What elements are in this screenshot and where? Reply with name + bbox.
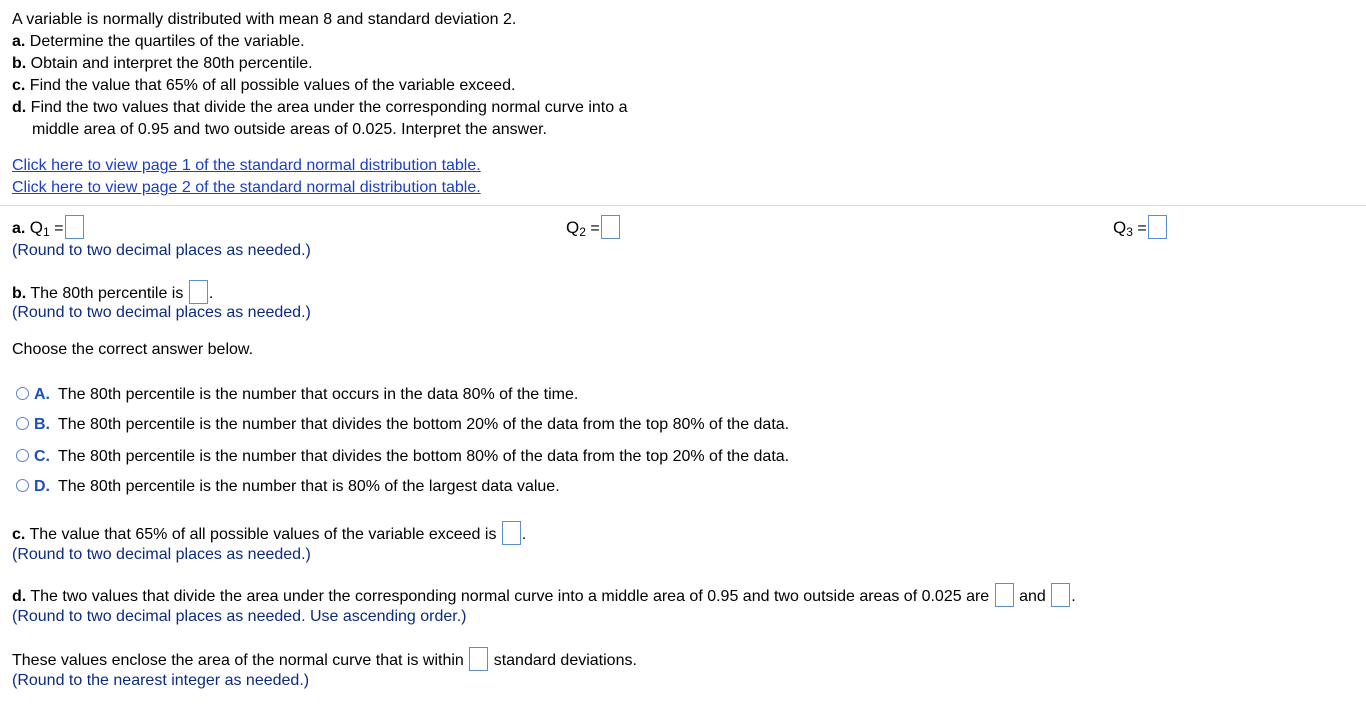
question-line-intro: A variable is normally distributed with mean 8 and standard deviation 2.	[12, 11, 517, 28]
table-links	[12, 155, 481, 199]
part-c-note: (Round to two decimal places as needed.)	[12, 546, 311, 563]
part-a-q1: a. $Q_1$ =	[12, 215, 85, 239]
part-a-note: (Round to two decimal places as needed.)	[12, 242, 311, 259]
lower-value-input[interactable]	[995, 583, 1014, 607]
table-page2-link[interactable]: Click here to view page 2 of the standard normal distribution table.	[12, 179, 481, 196]
table-page1-link[interactable]: Click here to view page 1 of the standard normal distribution table.	[12, 157, 481, 174]
part-d-enclose: These values enclose the area of the normal curve that is within standard deviations.	[12, 647, 637, 671]
part-c-question: c. The value that 65% of all possible values of the variable exceed is .	[12, 521, 526, 545]
q3-input[interactable]	[1148, 215, 1167, 239]
q2-label: $Q_2$	[566, 218, 586, 239]
question-line-c: c. Find the value that 65% of all possible values of the variable exceed.	[12, 77, 516, 94]
q1-input[interactable]	[65, 215, 84, 239]
percentile-80-input[interactable]	[189, 280, 208, 304]
part-b-question: b. The 80th percentile is .	[12, 280, 213, 304]
part-d-question: d. The two values that divide the area under the corresponding normal curve into a middle area of 0.95 and two outside areas of 0.025 are and .	[12, 583, 1076, 607]
part-b-label: b.	[12, 285, 27, 302]
part-d-note2: (Round to the nearest integer as needed.)	[12, 672, 310, 689]
question-line-a: a. Determine the quartiles of the variable.	[12, 33, 305, 50]
part-d-label: d.	[12, 588, 27, 605]
option-a[interactable]: A. The 80th percentile is the number that occurs in the data 80% of the time.	[16, 386, 578, 404]
question-line-b: b. Obtain and interpret the 80th percentile.	[12, 55, 313, 72]
option-d-radio[interactable]	[16, 479, 29, 492]
option-a-radio[interactable]	[16, 387, 29, 400]
question-line-d-cont: middle area of 0.95 and two outside areas of 0.025. Interpret the answer.	[32, 121, 547, 138]
option-c-radio[interactable]	[16, 449, 29, 462]
part-a-q3: $Q_3$ =	[1113, 215, 1168, 239]
part-a-q2: $Q_2$ =	[566, 215, 621, 239]
part-b-note: (Round to two decimal places as needed.)	[12, 304, 311, 321]
question-line-d: d. Find the two values that divide the area under the corresponding normal curve into a	[12, 99, 628, 116]
question-text	[12, 9, 627, 141]
exceed-value-input[interactable]	[502, 521, 521, 545]
std-devs-input[interactable]	[469, 647, 488, 671]
option-c[interactable]: C. The 80th percentile is the number that divides the bottom 80% of the data from the top 20% of the data.	[16, 448, 789, 466]
q1-label: $Q_1$	[29, 218, 50, 239]
part-d-note: (Round to two decimal places as needed. Use ascending order.)	[12, 608, 467, 625]
option-b-radio[interactable]	[16, 417, 29, 430]
section-divider	[0, 205, 1366, 206]
part-a-label: a.	[12, 220, 26, 237]
part-c-label: c.	[12, 526, 26, 543]
upper-value-input[interactable]	[1051, 583, 1070, 607]
option-b[interactable]: B. The 80th percentile is the number that divides the bottom 20% of the data from the top 80% of the data.	[16, 416, 789, 434]
q2-input[interactable]	[601, 215, 620, 239]
q3-label: $Q_3$	[1113, 218, 1133, 239]
option-d[interactable]: D. The 80th percentile is the number that is 80% of the largest data value.	[16, 478, 560, 496]
choose-instruction: Choose the correct answer below.	[12, 341, 254, 358]
